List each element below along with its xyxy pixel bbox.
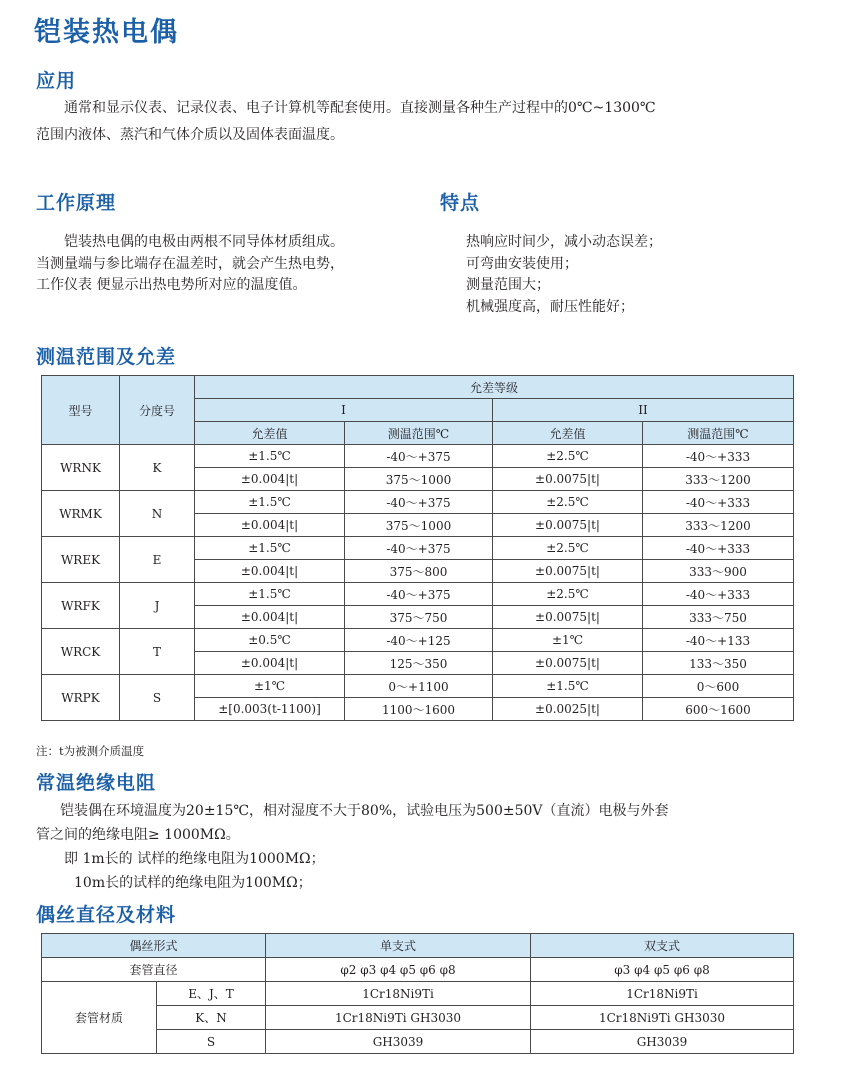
cell-range-2: 133～350 [643,652,794,675]
cell-tol-2: ±2.5℃ [493,583,643,606]
row-model: WREK [42,537,120,583]
insulation-heading: 常温绝缘电阻 [36,772,157,794]
cell-range-2: -40～+133 [643,629,794,652]
cell-tol-1: ±0.004|t| [195,606,345,629]
cell-range-2: -40～+333 [643,491,794,514]
cell-tol-1: ±0.004|t| [195,560,345,583]
feature-line-3: 测量范围大； [466,277,550,293]
cell-range-1: 0～+1100 [345,675,493,698]
cell-tol-1: ±1℃ [195,675,345,698]
page-title: 铠装热电偶 [34,17,179,48]
row-division: S [120,675,195,721]
cell-range-1: 375～1000 [345,468,493,491]
cell-range-1: -40～+375 [345,491,493,514]
sheath-dia-label: 套管直径 [42,958,266,982]
application-heading: 应用 [36,70,77,92]
header-grade: 允差等级 [195,376,794,399]
single-dia-values: φ2 φ3 φ4 φ5 φ6 φ8 [266,958,531,982]
header-grade-1: I [195,399,493,422]
cell-tol-2: ±0.0075|t| [493,514,643,537]
cell-tol-2: ±0.0075|t| [493,652,643,675]
cell-tol-2: ±1℃ [493,629,643,652]
cell-tol-2: ±2.5℃ [493,491,643,514]
material-type: S [157,1030,266,1054]
insulation-line-2: 管之间的绝缘电阻≥ 1000MΩ。 [36,827,240,843]
cell-tol-2: ±0.0075|t| [493,606,643,629]
sheath-material-label: 套管材质 [42,982,157,1054]
cell-range-1: 375～800 [345,560,493,583]
cell-tol-1: ±1.5℃ [195,583,345,606]
table-row [42,583,794,606]
material-double: GH3039 [531,1030,794,1054]
cell-tol-2: ±0.0075|t| [493,468,643,491]
insulation-line-3: 即 1m长的 试样的绝缘电阻为1000MΩ； [64,851,325,867]
row-model: WRCK [42,629,120,675]
cell-range-1: 375～1000 [345,514,493,537]
cell-tol-2: ±2.5℃ [493,445,643,468]
cell-range-2: 333～1200 [643,514,794,537]
table-row [42,675,794,698]
cell-tol-1: ±0.004|t| [195,652,345,675]
cell-range-2: 333～1200 [643,468,794,491]
cell-range-2: -40～+333 [643,537,794,560]
cell-tol-1: ±0.004|t| [195,514,345,537]
cell-tol-1: ±1.5℃ [195,537,345,560]
row-division: E [120,537,195,583]
row-model: WRPK [42,675,120,721]
double-dia-values: φ3 φ4 φ5 φ6 φ8 [531,958,794,982]
wire-heading: 偶丝直径及材料 [36,904,177,926]
cell-range-2: 333～900 [643,560,794,583]
cell-range-1: -40～+375 [345,537,493,560]
material-type: E、J、T [157,982,266,1006]
wire-table [41,933,794,1054]
wire-single-label: 单支式 [266,934,531,958]
material-double: 1Cr18Ni9Ti [531,982,794,1006]
insulation-line-4: 10m长的试样的绝缘电阻为100MΩ； [74,875,312,891]
cell-range-2: -40～+333 [643,583,794,606]
wire-form-label: 偶丝形式 [42,934,266,958]
features-heading: 特点 [440,192,481,214]
header-division: 分度号 [120,376,195,445]
table-row [42,537,794,560]
cell-range-1: -40～+375 [345,583,493,606]
cell-tol-1: ±0.5℃ [195,629,345,652]
insulation-line-1: 铠装偶在环境温度为20±15℃，相对湿度不大于80%，试验电压为500±50V（直流）电极与外套 [60,803,669,819]
table-row [42,491,794,514]
tolerance-table [41,375,794,721]
cell-tol-1: ±0.004|t| [195,468,345,491]
header-tol-2: 允差值 [493,422,643,445]
material-single: 1Cr18Ni9Ti [266,982,531,1006]
cell-range-2: 0～600 [643,675,794,698]
cell-tol-1: ±[0.003(t-1100)] [195,698,345,721]
cell-range-2: -40～+333 [643,445,794,468]
cell-range-1: -40～+375 [345,445,493,468]
tolerance-heading: 测温范围及允差 [36,346,177,368]
principle-line-3: 工作仪表 便显示出热电势所对应的温度值。 [36,277,307,293]
table-row [42,629,794,652]
material-single: 1Cr18Ni9Ti GH3030 [266,1006,531,1030]
cell-range-1: 375～750 [345,606,493,629]
row-division: N [120,491,195,537]
cell-range-1: 1100～1600 [345,698,493,721]
principle-line-1: 铠装热电偶的电极由两根不同导体材质组成。 [64,234,344,250]
cell-tol-2: ±1.5℃ [493,675,643,698]
wire-double-label: 双支式 [531,934,794,958]
cell-tol-2: ±2.5℃ [493,537,643,560]
header-model: 型号 [42,376,120,445]
row-division: J [120,583,195,629]
cell-range-2: 333～750 [643,606,794,629]
feature-line-4: 机械强度高，耐压性能好； [466,299,634,315]
row-model: WRFK [42,583,120,629]
header-tol-1: 允差值 [195,422,345,445]
feature-line-1: 热响应时间少，减小动态误差； [466,234,662,250]
material-single: GH3039 [266,1030,531,1054]
principle-heading: 工作原理 [36,192,117,214]
application-line-1: 通常和显示仪表、记录仪表、电子计算机等配套使用。直接测量各种生产过程中的0℃~1300℃ [64,100,656,116]
header-grade-2: II [493,399,794,422]
cell-range-1: 125～350 [345,652,493,675]
row-division: K [120,445,195,491]
cell-tol-2: ±0.0025|t| [493,698,643,721]
cell-tol-1: ±1.5℃ [195,491,345,514]
row-model: WRMK [42,491,120,537]
row-division: T [120,629,195,675]
table-row [42,445,794,468]
tolerance-note: 注：t为被测介质温度 [36,744,145,758]
material-double: 1Cr18Ni9Ti GH3030 [531,1006,794,1030]
cell-tol-1: ±1.5℃ [195,445,345,468]
feature-line-2: 可弯曲安装使用； [466,256,578,272]
application-line-2: 范围内液体、蒸汽和气体介质以及固体表面温度。 [36,127,344,143]
cell-range-1: -40～+125 [345,629,493,652]
cell-range-2: 600～1600 [643,698,794,721]
row-model: WRNK [42,445,120,491]
material-type: K、N [157,1006,266,1030]
header-range-1: 测温范围℃ [345,422,493,445]
cell-tol-2: ±0.0075|t| [493,560,643,583]
header-range-2: 测温范围℃ [643,422,794,445]
principle-line-2: 当测量端与参比端存在温差时，就会产生热电势， [36,256,344,272]
